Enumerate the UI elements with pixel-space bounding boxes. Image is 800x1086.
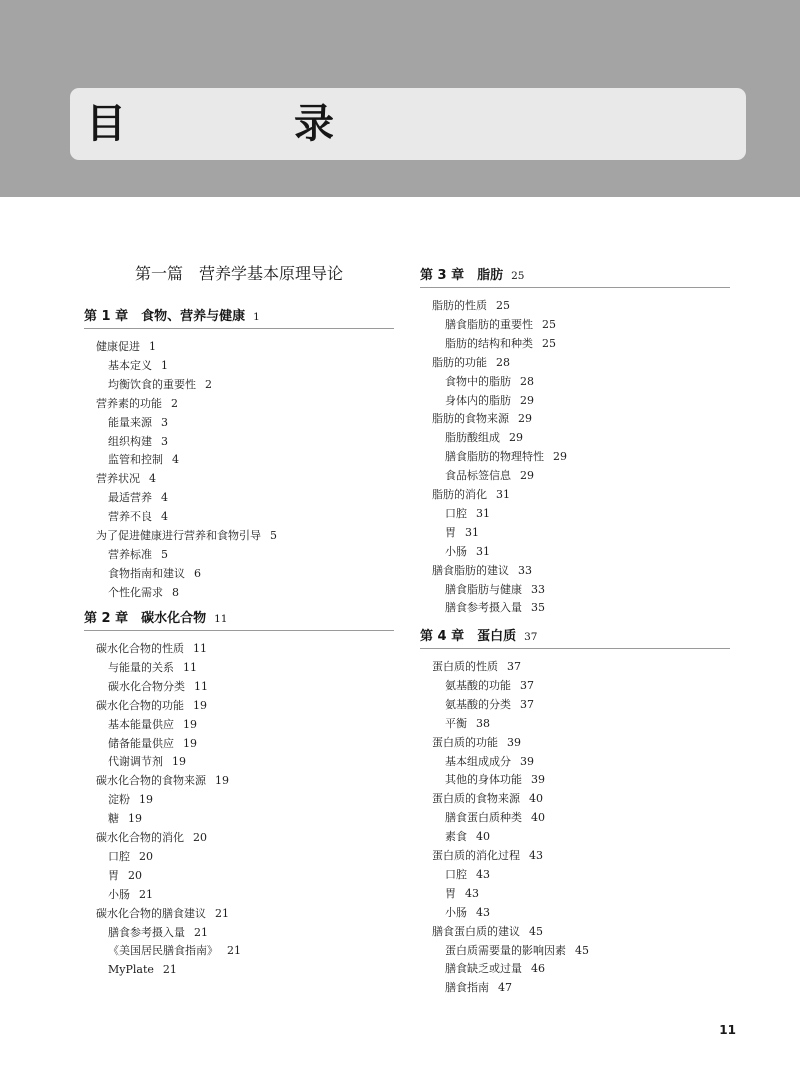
toc-subsection[interactable]: [108, 791, 153, 809]
entry-title: 食物中的脂肪: [445, 374, 511, 388]
entry-title: 碳水化合物的消化: [96, 831, 184, 844]
entry-title: 膳食脂肪的物理特性: [445, 450, 544, 464]
entry-page-number: 25: [496, 299, 510, 312]
entry-page-number: 4: [172, 453, 179, 467]
chapter-title: 第 3 章 脂肪: [420, 268, 504, 283]
entry-page-number: 45: [529, 924, 543, 938]
toc-section[interactable]: [96, 640, 207, 658]
toc-subsection[interactable]: [108, 886, 153, 904]
entry-title: 组织构建: [108, 434, 152, 448]
entry-title: 基本组成成分: [445, 754, 511, 768]
entry-page-number: 40: [476, 830, 490, 844]
toc-section[interactable]: [96, 829, 207, 847]
toc-subsection[interactable]: [108, 942, 241, 960]
entry-title: 为了促进健康进行营养和食物引导: [96, 529, 261, 542]
entry-title: 膳食蛋白质种类: [445, 811, 522, 825]
entry-page-number: 29: [520, 469, 534, 483]
toc-subsection[interactable]: [445, 866, 490, 884]
entry-title: 能量来源: [108, 415, 152, 429]
chapter-page-number: 1: [253, 311, 260, 323]
entry-page-number: 31: [476, 506, 490, 520]
entry-page-number: 2: [205, 377, 212, 391]
entry-page-number: 19: [139, 793, 153, 807]
toc-subsection[interactable]: [445, 543, 490, 561]
entry-page-number: 11: [183, 660, 197, 674]
toc-subsection[interactable]: [445, 753, 534, 771]
toc-subsection[interactable]: [108, 376, 212, 394]
toc-subsection[interactable]: [445, 885, 479, 903]
toc-subsection[interactable]: [445, 467, 534, 485]
entry-title: 糖: [108, 812, 119, 826]
entry-title: 膳食蛋白质的建议: [432, 924, 520, 938]
toc-subsection[interactable]: [108, 451, 179, 469]
toc-subsection[interactable]: [108, 961, 177, 979]
entry-page-number: 6: [194, 566, 201, 580]
entry-page-number: 43: [529, 849, 543, 862]
entry-page-number: 43: [476, 905, 490, 919]
entry-page-number: 19: [183, 717, 197, 731]
toc-subsection[interactable]: [445, 828, 490, 846]
chapter-title: 第 4 章 蛋白质: [420, 629, 517, 644]
entry-page-number: 4: [161, 491, 168, 505]
entry-title: 碳水化合物分类: [108, 679, 185, 693]
entry-title: 储备能量供应: [108, 736, 174, 750]
toc-subsection[interactable]: [445, 524, 479, 542]
toc-subsection[interactable]: [108, 924, 208, 942]
toc-subsection[interactable]: [445, 581, 545, 599]
entry-page-number: 19: [183, 736, 197, 750]
page-title: 目 录: [86, 101, 398, 147]
entry-title: 食物指南和建议: [108, 566, 185, 580]
entry-page-number: 37: [507, 660, 521, 673]
entry-title: 氨基酸的功能: [445, 678, 511, 692]
entry-title: 胃: [445, 886, 456, 900]
entry-title: 碳水化合物的食物来源: [96, 774, 206, 788]
entry-title: 淀粉: [108, 793, 130, 807]
chapter-heading: [84, 608, 394, 631]
toc-section[interactable]: [96, 905, 229, 923]
chapter-heading: [420, 265, 730, 288]
entry-title: 口腔: [108, 849, 130, 863]
entry-title: 脂肪的功能: [432, 355, 487, 369]
entry-title: 蛋白质的消化过程: [432, 849, 520, 862]
entry-page-number: 19: [193, 698, 207, 712]
entry-title: 素食: [445, 830, 467, 844]
entry-page-number: 29: [520, 393, 534, 407]
entry-title: 蛋白质的功能: [432, 735, 498, 749]
entry-page-number: 40: [529, 792, 543, 806]
chapter-page-number: 11: [214, 613, 228, 625]
toc-subsection[interactable]: [445, 979, 512, 997]
entry-title: 营养不良: [108, 510, 152, 524]
entry-title: 氨基酸的分类: [445, 697, 511, 711]
toc-section[interactable]: [96, 338, 156, 356]
entry-page-number: 45: [575, 943, 589, 957]
toc-section[interactable]: [96, 470, 156, 488]
entry-page-number: 4: [161, 510, 168, 524]
entry-page-number: 25: [542, 336, 556, 350]
toc-section[interactable]: [432, 790, 543, 808]
entry-title: 其他的身体功能: [445, 773, 522, 787]
entry-page-number: 25: [542, 317, 556, 331]
entry-title: 监管和控制: [108, 453, 163, 467]
toc-subsection[interactable]: [108, 357, 168, 375]
entry-title: 基本能量供应: [108, 717, 174, 731]
entry-page-number: 19: [172, 755, 186, 769]
entry-page-number: 21: [162, 963, 177, 977]
entry-title: 均衡饮食的重要性: [108, 377, 196, 391]
entry-title: 健康促进: [96, 340, 140, 353]
entry-page-number: 47: [498, 981, 512, 995]
entry-page-number: 39: [520, 754, 534, 768]
entry-page-number: 3: [161, 434, 168, 448]
toc-section[interactable]: [96, 772, 229, 790]
entry-title: 蛋白质需要量的影响因素: [445, 943, 566, 957]
entry-title: 膳食脂肪与健康: [445, 582, 522, 596]
toc-section[interactable]: [432, 658, 521, 676]
toc-subsection[interactable]: [445, 429, 523, 447]
entry-title: 膳食脂肪的重要性: [445, 317, 533, 331]
toc-subsection[interactable]: [108, 867, 142, 885]
entry-page-number: 40: [531, 811, 545, 825]
part-title: 第一篇 营养学基本原理导论: [134, 264, 343, 283]
entry-title: 小肠: [445, 905, 467, 919]
toc-subsection[interactable]: [108, 489, 168, 507]
entry-page-number: 20: [193, 831, 207, 844]
entry-title: 蛋白质的性质: [432, 660, 498, 673]
toc-subsection[interactable]: [108, 565, 201, 583]
entry-page-number: 2: [171, 396, 178, 410]
entry-title: 膳食脂肪的建议: [432, 563, 509, 577]
entry-page-number: 5: [161, 547, 168, 561]
toc-subsection[interactable]: [108, 546, 168, 564]
toc-subsection[interactable]: [108, 433, 168, 451]
toc-subsection[interactable]: [445, 335, 556, 353]
entry-title: 代谢调节剂: [108, 755, 163, 769]
toc-subsection[interactable]: [445, 809, 545, 827]
entry-title: 身体内的脂肪: [445, 393, 511, 407]
entry-page-number: 20: [128, 868, 142, 882]
toc-subsection[interactable]: [445, 942, 589, 960]
entry-title: 脂肪的结构和种类: [445, 336, 533, 350]
entry-title: 碳水化合物的膳食建议: [96, 906, 206, 920]
entry-title: 营养素的功能: [96, 396, 162, 410]
entry-page-number: 1: [149, 340, 156, 353]
entry-title: 口腔: [445, 867, 467, 881]
entry-page-number: 19: [215, 774, 229, 788]
entry-title: 蛋白质的食物来源: [432, 792, 520, 806]
entry-title: 脂肪的消化: [432, 488, 487, 501]
entry-title: 与能量的关系: [108, 660, 174, 674]
entry-page-number: 8: [172, 585, 179, 599]
toc-subsection[interactable]: [445, 599, 545, 617]
entry-title: 营养状况: [96, 472, 140, 486]
entry-title: 口腔: [445, 506, 467, 520]
entry-page-number: 33: [518, 563, 532, 577]
toc-subsection[interactable]: [108, 716, 197, 734]
entry-page-number: 31: [496, 488, 510, 501]
entry-page-number: 33: [531, 582, 545, 596]
entry-page-number: 1: [161, 358, 168, 372]
entry-title: 营养标准: [108, 547, 152, 561]
toc-section[interactable]: [96, 395, 178, 413]
toc-section[interactable]: [432, 354, 510, 372]
page-number: 11: [719, 1023, 736, 1037]
toc-section[interactable]: [432, 297, 510, 315]
entry-page-number: 11: [194, 679, 208, 693]
entry-title: 最适营养: [108, 491, 152, 505]
entry-page-number: 3: [161, 415, 168, 429]
chapter-title: 第 1 章 食物、营养与健康: [84, 309, 246, 324]
chapter-title: 第 2 章 碳水化合物: [84, 611, 207, 626]
toc-subsection[interactable]: [445, 505, 490, 523]
toc-subsection[interactable]: [108, 810, 142, 828]
chapter-heading: [84, 306, 394, 329]
toc-subsection[interactable]: [108, 659, 197, 677]
entry-page-number: 43: [465, 886, 479, 900]
entry-page-number: 31: [476, 544, 490, 558]
toc-subsection[interactable]: [108, 508, 168, 526]
entry-page-number: 20: [139, 849, 153, 863]
entry-title: 膳食指南: [445, 981, 489, 995]
entry-title: MyPlate: [108, 963, 154, 977]
toc-section[interactable]: [432, 734, 521, 752]
toc-subsection[interactable]: [445, 316, 556, 334]
toc-subsection[interactable]: [108, 848, 153, 866]
entry-title: 个性化需求: [108, 585, 163, 599]
entry-page-number: 21: [139, 887, 153, 901]
entry-page-number: 35: [531, 601, 545, 615]
toc-subsection[interactable]: [108, 414, 168, 432]
entry-title: 食品标签信息: [445, 469, 511, 483]
entry-page-number: 37: [520, 678, 534, 692]
entry-page-number: 31: [465, 525, 479, 539]
entry-page-number: 21: [194, 925, 208, 939]
entry-title: 基本定义: [108, 358, 152, 372]
entry-title: 胃: [445, 525, 456, 539]
toc-subsection[interactable]: [108, 753, 186, 771]
toc-subsection[interactable]: [445, 960, 545, 978]
toc-subsection[interactable]: [445, 373, 534, 391]
toc-subsection[interactable]: [445, 392, 534, 410]
entry-page-number: 5: [270, 529, 277, 542]
entry-title: 脂肪的食物来源: [432, 412, 509, 426]
toc-section[interactable]: [432, 847, 543, 865]
toc-subsection[interactable]: [445, 448, 567, 466]
entry-title: 平衡: [445, 716, 467, 730]
entry-page-number: 39: [531, 773, 545, 787]
toc-section[interactable]: [96, 697, 207, 715]
entry-title: 《美国居民膳食指南》: [108, 944, 218, 958]
entry-page-number: 28: [496, 355, 510, 369]
entry-title: 小肠: [108, 887, 130, 901]
entry-title: 碳水化合物的性质: [96, 642, 184, 655]
toc-subsection[interactable]: [445, 904, 490, 922]
entry-title: 脂肪酸组成: [445, 431, 500, 445]
toc-subsection[interactable]: [108, 678, 208, 696]
chapter-heading: [420, 626, 730, 649]
entry-page-number: 39: [507, 735, 521, 749]
entry-page-number: 4: [149, 472, 156, 486]
toc-subsection[interactable]: [108, 735, 197, 753]
toc-section[interactable]: [96, 527, 277, 545]
toc-section[interactable]: [432, 486, 510, 504]
entry-page-number: 11: [193, 642, 207, 655]
entry-page-number: 19: [128, 812, 142, 826]
entry-page-number: 29: [518, 412, 532, 426]
toc-section[interactable]: [432, 562, 532, 580]
entry-page-number: 29: [509, 431, 523, 445]
entry-page-number: 28: [520, 374, 534, 388]
entry-title: 胃: [108, 868, 119, 882]
entry-page-number: 38: [476, 716, 490, 730]
chapter-page-number: 25: [511, 270, 525, 282]
entry-title: 碳水化合物的功能: [96, 698, 184, 712]
toc-section[interactable]: [432, 923, 543, 941]
entry-page-number: 43: [476, 867, 490, 881]
entry-page-number: 21: [215, 906, 229, 920]
entry-page-number: 46: [531, 962, 545, 976]
entry-page-number: 21: [227, 944, 241, 958]
toc-subsection[interactable]: [108, 584, 179, 602]
entry-page-number: 37: [520, 697, 534, 711]
entry-title: 小肠: [445, 544, 467, 558]
entry-page-number: 29: [553, 450, 567, 464]
toc-subsection[interactable]: [445, 771, 545, 789]
entry-title: 膳食参考摄入量: [445, 601, 522, 615]
entry-title: 膳食参考摄入量: [108, 925, 185, 939]
toc-subsection[interactable]: [445, 696, 534, 714]
toc-section[interactable]: [432, 410, 532, 428]
toc-subsection[interactable]: [445, 715, 490, 733]
entry-title: 脂肪的性质: [432, 299, 487, 312]
entry-title: 膳食缺乏或过量: [445, 962, 522, 976]
toc-subsection[interactable]: [445, 677, 534, 695]
chapter-page-number: 37: [524, 631, 538, 643]
